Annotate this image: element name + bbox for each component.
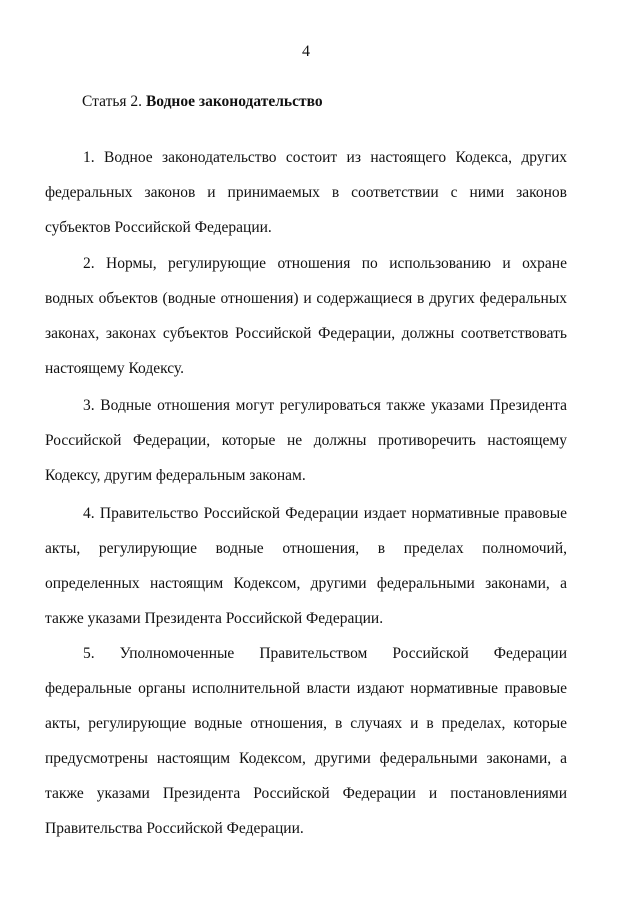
article-title: Водное законодательство: [145, 93, 323, 110]
paragraph-5: 5. Уполномоченные Правительством Российской Федерации федеральные органы исполнительной власти издают нормативные правовые акты, регулирующие водные отношения, в случаях и в пределах, которые предусмотрены настоящим Кодексом, другими федеральными законами, а также указами Президента Российской Федерации и постановлениями Правительства Российской Федерации.: [45, 645, 567, 837]
page-number: 4: [302, 43, 310, 60]
paragraph-2: 2. Нормы, регулирующие отношения по использованию и охране водных объектов (водные отношения) и содержащиеся в других федеральных законах, законах субъектов Российской Федерации, должны соответствовать настоящему Кодексу.: [45, 255, 567, 377]
article-label: Статья 2.: [82, 93, 143, 110]
paragraph-1: 1. Водное законодательство состоит из настоящего Кодекса, других федеральных законов и принимаемых в соответствии с ними законов субъектов Российской Федерации.: [45, 149, 567, 236]
paragraph-3: 3. Водные отношения могут регулироваться также указами Президента Российской Федерации, которые не должны противоречить настоящему Кодексу, другим федеральным законам.: [45, 397, 567, 484]
article-heading: [82, 92, 323, 112]
paragraph-4: 4. Правительство Российской Федерации издает нормативные правовые акты, регулирующие водные отношения, в пределах полномочий, определенных настоящим Кодексом, другими федеральными законами, а также указами Президента Российской Федерации.: [45, 505, 567, 627]
